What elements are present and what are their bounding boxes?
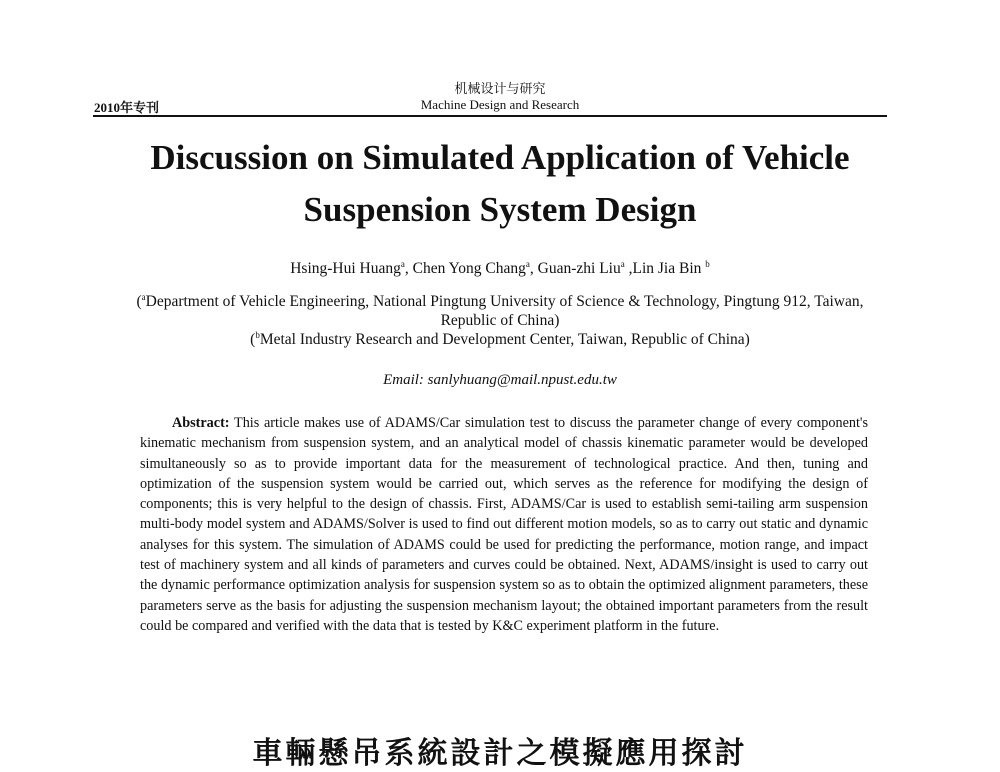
abstract xyxy=(140,413,868,636)
paper-title-line-2: Suspension System Design xyxy=(303,190,697,229)
affiliation-marker: a xyxy=(620,259,625,269)
paper-title-line-1: Discussion on Simulated Application of Vehicle xyxy=(150,138,850,177)
header-rule xyxy=(93,115,887,117)
author-list: Hsing-Hui Huang$^a$, Chen Yong Chang$^a$, Guan-zhi Liu$^a$ ,Lin Jia Bin $^b$ xyxy=(290,259,710,278)
affiliation-a: ($^a$Department of Vehicle Engineering, National Pingtung University of Science & Technology, Pingtung 912, Taiwan, Republic of China) xyxy=(136,292,864,330)
author-name: Guan-zhi Liu xyxy=(537,260,621,278)
paper-title xyxy=(0,132,1000,236)
affiliation-marker: b xyxy=(255,330,260,340)
author-name: Lin Jia Bin xyxy=(632,260,702,278)
author-name: Hsing-Hui Huang xyxy=(290,260,401,278)
chinese-title: 車輛懸吊系統設計之模擬應用探討 xyxy=(252,736,748,771)
affiliation-b: ($^b$Metal Industry Research and Development Center, Taiwan, Republic of China) xyxy=(250,330,750,349)
journal-title-english: Machine Design and Research xyxy=(420,97,580,112)
affiliation-b-text: Metal Industry Research and Development Center, Taiwan, Republic of China) xyxy=(259,331,750,349)
affiliation-marker: a xyxy=(400,259,405,269)
affiliation-marker: a xyxy=(525,259,530,269)
affiliation-marker: b xyxy=(705,259,710,269)
author-name: Chen Yong Chang xyxy=(412,260,526,278)
affiliation-marker: a xyxy=(141,292,146,302)
journal-title-chinese: 机械设计与研究 xyxy=(454,81,546,96)
abstract-text: This article makes use of ADAMS/Car simulation test to discuss the parameter change of every component's kinematic mechanism from suspension system, and an analytical model of chassis kinematic parameter would be developed simultaneously so as to provide important data for the measurement of technological practice. And then, tuning and optimization of the suspension system would be carried out, which serves as the reference for modifying the design of components; this is very helpful to the design of chassis. First, ADAMS/Car is used to establish semi-tailing arm suspension multi-body model system and ADAMS/Solver is used to find out different motion models, so as to carry out static and dynamic analyses for this system. The simulation of ADAMS could be used for predicting the performance, motion range, and impact test of machinery system and all kinds of parameters and curves could be obtained. Next, ADAMS/insight is used to carry out the dynamic performance optimization analysis for suspension system so as to obtain the optimized alignment parameters, these parameters serve as the basis for adjusting the suspension mechanism layout; the obtained important parameters from the result could be compared and verified with the data that is tested by K&C experiment platform in the future. xyxy=(140,415,869,634)
issue-label: 2010年专刊 xyxy=(94,100,160,115)
abstract-label: Abstract: xyxy=(172,415,230,431)
author-email: Email: sanlyhuang@mail.npust.edu.tw xyxy=(383,372,617,388)
affiliation-a-text: Department of Vehicle Engineering, National Pingtung University of Science & Technology, Pingtung 912, Taiwan, Republic of China) xyxy=(145,293,864,330)
